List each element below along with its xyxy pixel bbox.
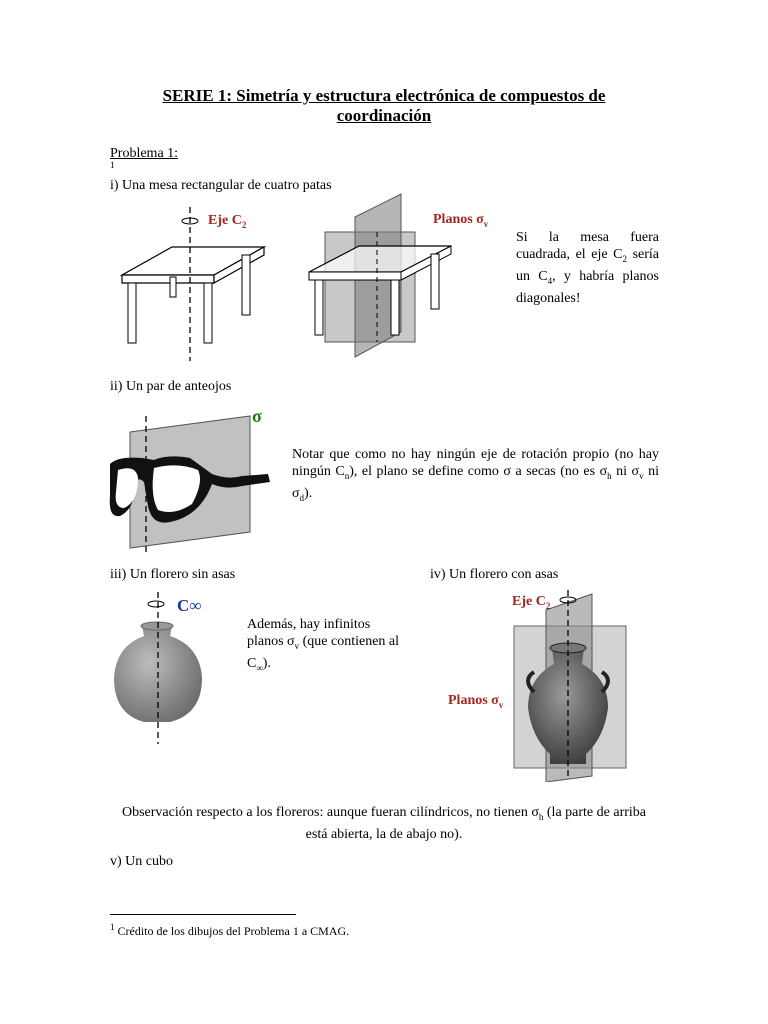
problem-heading: [110, 146, 178, 162]
sigma-label: σ: [252, 406, 262, 426]
vase-note: Además, hay infinitos planos $\sigma_v$ (que contienen al $C_\infty$).: [247, 617, 400, 673]
footnote: $^1$ Crédito de los dibujos del Problema 1 a CMAG.: [110, 922, 350, 938]
eje-c2-label-vase: Eje $C_2$: [512, 594, 551, 611]
item-i: i) Una mesa rectangular de cuatro patas: [110, 178, 332, 193]
item-ii: ii) Un par de anteojos: [110, 379, 232, 394]
glasses-illustration: [108, 412, 276, 552]
planos-sigma-v-label: Planos $\sigma_v$: [433, 212, 489, 229]
page-title: [110, 86, 658, 126]
problem-label: Problema 1:: [110, 146, 179, 161]
observation: Observación respecto a los floreros: aunque fueran cilíndricos, no tienen $\sigma_h$ (la parte de arriba está abierta, la de abajo no).: [121, 805, 646, 842]
c-infinity-label: C∞: [177, 596, 202, 615]
item-iii: iii) Un florero sin asas: [110, 567, 236, 582]
item-v: v) Un cubo: [110, 854, 173, 869]
title-line-2: coordinación: [336, 106, 432, 125]
vase-with-handles-illustration: [508, 588, 632, 782]
problem-footnote-mark: 1: [110, 160, 115, 170]
footnote-divider: [110, 914, 296, 915]
eje-c2-label: Eje $C_2$: [208, 213, 247, 230]
table-note: Si la mesa fuera cuadrada, el eje $C_2$ sería un $C_4$, y habría planos diagonales!: [516, 230, 659, 306]
glasses-note: Notar que como no hay ningún eje de rotación propio (no hay ningún $C_n$), el plano se define como σ a secas (no es $\sigma_h$ ni $\sigma_v$ ni $\sigma_d$).: [292, 447, 660, 503]
planos-sigma-v-label-vase: Planos $\sigma_v$: [448, 693, 504, 710]
item-iv: iv) Un florero con asas: [430, 567, 559, 582]
title-line-1: SERIE 1: Simetría y estructura electrónica de compuestos de: [162, 86, 606, 105]
